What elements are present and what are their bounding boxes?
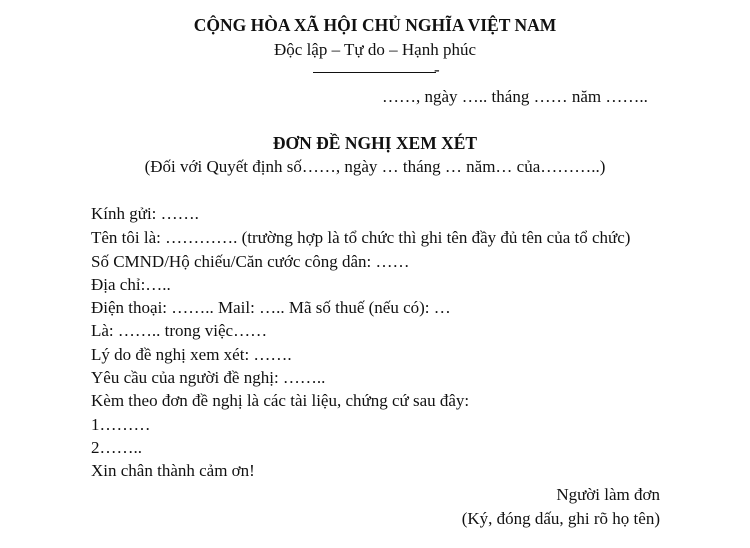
body-line-addressee: Kính gửi: …….	[91, 204, 199, 223]
national-title: CỘNG HÒA XÃ HỘI CHỦ NGHĨA VIỆT NAM	[193, 15, 557, 35]
body-line-reason: Lý do đề nghị xem xét: …….	[91, 345, 292, 364]
document-title: ĐƠN ĐỀ NGHỊ XEM XÉT	[272, 133, 478, 153]
body-line-name: Tên tôi là: …………. (trường hợp là tổ chức thì ghi tên đầy đủ tên của tổ chức)	[91, 228, 631, 247]
body-line-request: Yêu cầu của người đề nghị: ……..	[91, 368, 326, 387]
header-divider	[313, 72, 436, 73]
document-subtitle: (Đối với Quyết định số……, ngày … tháng … năm… của………..)	[144, 157, 606, 176]
body-line-thanks: Xin chân thành cảm ơn!	[91, 461, 255, 480]
body-line-address: Địa chỉ:…..	[91, 275, 171, 294]
signature-instruction: (Ký, đóng dấu, ghi rõ họ tên)	[461, 509, 660, 528]
date-line: ……, ngày ….. tháng …… năm ……..	[382, 87, 648, 106]
body-line-attachment-1: 1………	[91, 415, 151, 434]
body-line-attachments: Kèm theo đơn đề nghị là các tài liệu, chứng cứ sau đây:	[91, 391, 470, 410]
signature-role: Người làm đơn	[556, 485, 660, 504]
header-divider-tail: -	[434, 60, 440, 79]
motto: Độc lập – Tự do – Hạnh phúc	[274, 40, 476, 59]
body-line-id: Số CMND/Hộ chiếu/Căn cước công dân: ……	[91, 252, 410, 271]
body-line-role: Là: …….. trong việc……	[91, 321, 268, 340]
body-line-attachment-2: 2……..	[91, 438, 142, 457]
body-line-contact: Điện thoại: …….. Mail: ….. Mã số thuế (nếu có): …	[91, 298, 451, 317]
